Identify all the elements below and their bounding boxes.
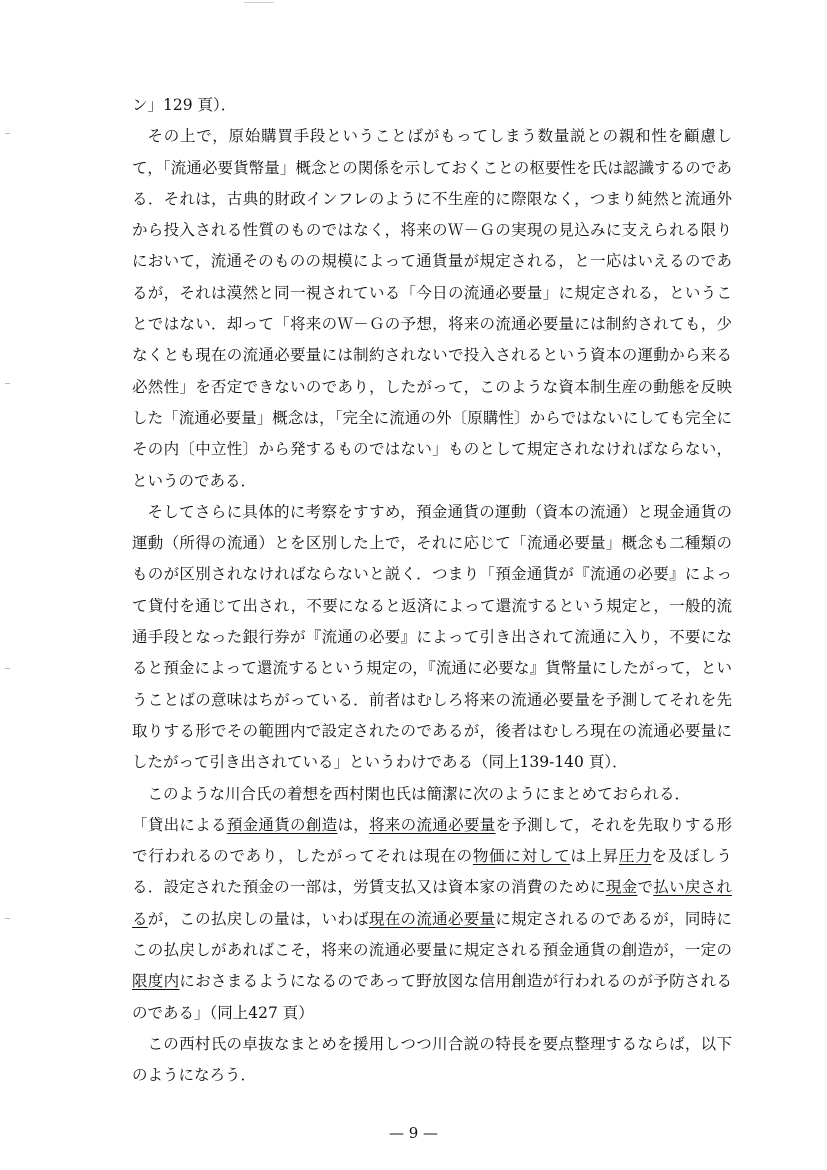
paragraph-continued: ン」129 頁）．: [132, 96, 237, 114]
page-number: — 9 —: [388, 1124, 439, 1142]
scan-margin-mark: [5, 383, 10, 384]
quote-text: に規定されるのであるが，同時にこの払戻しがあればこそ，将来の流通必要量に規定される預金通貨の創造が，一定の: [132, 909, 732, 960]
paragraph: そしてさらに具体的に考察をすすめ，預金通貨の運動（資本の流通）と現金通貨の運動（所得の流通）とを区別した上で，それに応じて「流通必要量」概念も二種類のものが区別されなければならないと説く．つまり「預金通貨が『流通の必要』によって貸付を通じて出され，不要になると返済によって還流するという規定と，一般的流通手段となった銀行券が『流通の必要』によって引き出されて流通に入り，不要になると預金によって還流するという規定の，『流通に必要な』貨幣量にしたがって，ということばの意味はちがっている．前者はむしろ将来の流通必要量を予測してそれを先取りする形でその範囲内で設定されたのであるが，後者はむしろ現在の流通必要量にしたがって引き出されている」というわけである（同上139-140 頁）．: [132, 502, 732, 772]
quote-text: を及ぼしうる．設定された預金の一部は，労賃支払又は資本家の消費のために: [132, 847, 732, 897]
closing-paragraph: この西村氏の卓抜なまとめを援用しつつ川合説の特長を要点整理するならば，以下のようになろう．: [132, 1034, 732, 1085]
paragraph: このような川合氏の着想を西村閑也氏は簡潔に次のようにまとめておられる．: [147, 784, 691, 803]
quote-underlined-text: 預金通貨の創造: [226, 815, 338, 834]
quote-text: が，この払戻しの量は，いわば: [147, 909, 369, 928]
quote-underlined-text: 現金: [605, 878, 638, 897]
scan-margin-mark: [5, 668, 10, 669]
scan-margin-mark: [5, 918, 10, 919]
quote-text: を予測して，それを先取りする形で行われるのであり，したがってそれは現在の: [132, 815, 732, 866]
quote-text: は，: [337, 815, 370, 834]
quote-underlined-text: 物価に対して: [472, 847, 571, 866]
paragraph: その上で，原始購買手段ということばがもってしまう数量説との親和性を顧慮して，「流通必要貨幣量」概念との関係を示しておくことの枢要性を氏は認識するのである．それは，古典的財政インフレのように不生産的に際限なく，つまり純然と流通外から投入される性質のものではなく，将来のＷ－Ｇの実現の見込みに支えられる限りにおいて，流通そのものの規模によって通貨量が規定される，と一応はいえるのであるが，それは漠然と同一視されている「今日の流通必要量」に規定される，ということではない．却って「将来のＷ－Ｇの予想，将来の流通必要量には制約されても，少なくとも現在の流通必要量には制約されないで投入されるという資本の運動から来る必然性」を否定できないのであり，したがって，このような資本制生産の動態を反映した「流通必要量」概念は，「完全に流通の外〔原購性〕からではないにしても完全にその内〔中立性〕から発するものではない」ものとして規定されなければならない，というのである．: [132, 127, 732, 490]
block-quote: [132, 810, 732, 1029]
body-text: [132, 90, 732, 1092]
quote-underlined-text: 限度内: [132, 972, 180, 991]
quote-underlined-text: 払い戻される: [132, 878, 732, 928]
scan-margin-mark: [5, 133, 10, 134]
quote-text: で: [637, 878, 654, 897]
quote-text: 「貸出による: [132, 815, 227, 834]
scan-mark: [244, 2, 274, 3]
quote-text: におさまるようになるのであって野放図な信用創造が行われるのが予防されるのである」（同上427 頁）: [132, 972, 732, 1022]
quote-underlined-text: 現在の流通必要量: [368, 909, 496, 928]
quote-underlined-text: 将来の流通必要量: [369, 815, 496, 834]
quote-underlined-text: 圧力: [619, 847, 652, 866]
quote-text: は上昇: [570, 847, 620, 866]
